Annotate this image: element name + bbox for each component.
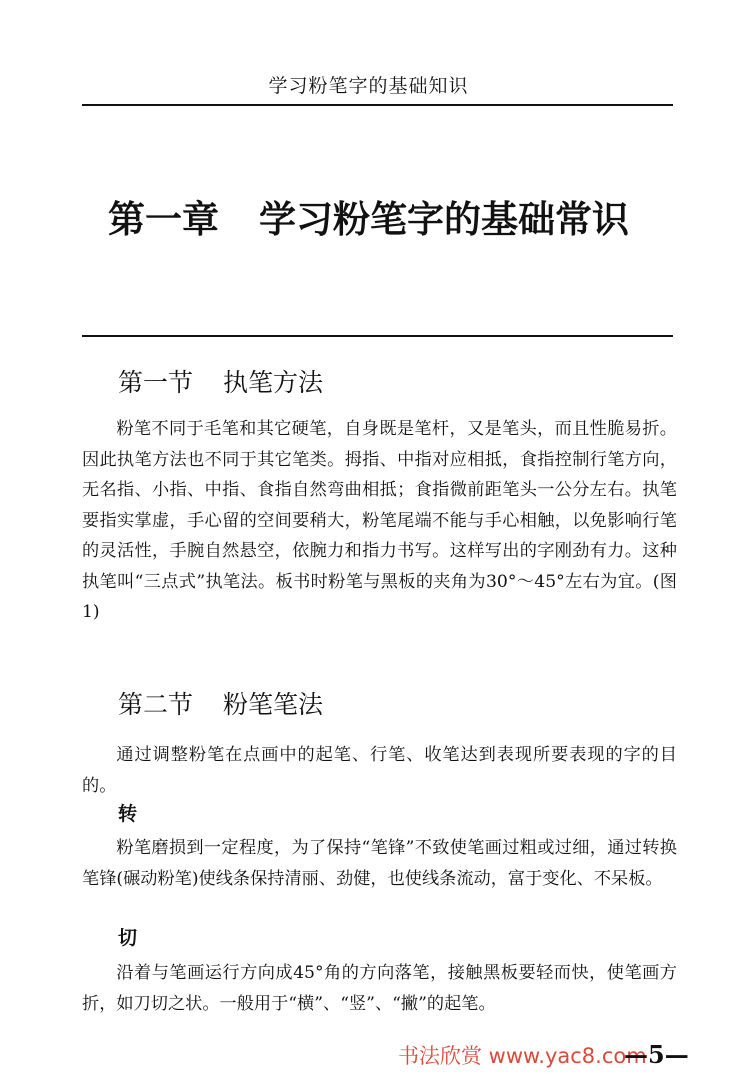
section-heading-2 [118,688,323,722]
section-2-intro: 通过调整粉笔在点画中的起笔、行笔、收笔达到表现所要表现的字的目的。 [82,745,677,796]
section-heading-1 [118,366,323,400]
chapter-name: 学习粉笔字的基础常识 [259,198,629,241]
section-1-number: 第一节 [118,368,194,397]
chapter-title [0,196,737,244]
section-1-title: 执笔方法 [223,368,324,397]
chapter-divider [82,335,673,337]
page-number: —5— [624,1040,689,1069]
paragraph-zhuan: 粉笔磨损到一定程度，为了保持“笔锋”不致使笔画过粗或过细，通过转换笔锋(碾动粉笔)使线条保持清丽、劲健，也使线条流动，富于变化、不呆板。 [82,838,677,889]
running-header: 学习粉笔字的基础知识 [268,75,469,97]
header-divider [82,104,673,106]
section-2-title: 粉笔笔法 [223,690,324,719]
subhead-zhuan: 转 [118,803,138,825]
subhead-qie: 切 [118,927,138,949]
paragraph-qie: 沿着与笔画运行方向成45°角的方向落笔，接触黑板要轻而快，使笔画方折，如刀切之状。一般用于“横”、“竖”、“撇”的起笔。 [82,963,677,1014]
section-1-body: 粉笔不同于毛笔和其它硬笔，自身既是笔杆，又是笔头，而且性脆易折。因此执笔方法也不同于其它笔类。拇指、中指对应相抵，食指控制行笔方向，无名指、小指、中指、食指自然弯曲相抵；食指微前距笔头一公分左右。执笔要指实掌虚，手心留的空间要稍大，粉笔尾端不能与手心相触，以免影响行笔的灵活性，手腕自然悬空，依腕力和指力书写。这样写出的字刚劲有力。这种执笔叫“三点式”执笔法。板书时粉笔与黑板的夹角为30°～45°左右为宜。(图1) [82,419,677,622]
site-watermark: 书法欣赏 www.yac8.com [398,1044,647,1068]
chapter-number: 第一章 [108,198,219,241]
section-2-number: 第二节 [118,690,194,719]
